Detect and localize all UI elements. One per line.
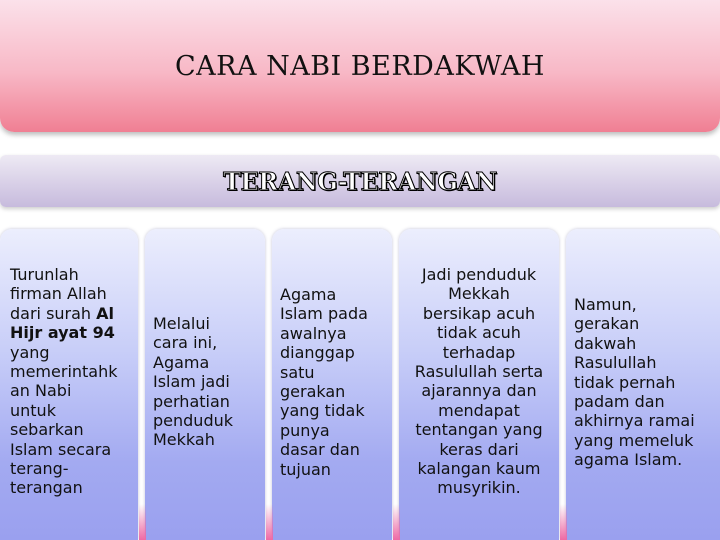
decorative-strip — [560, 504, 567, 540]
card-1-text-part2: yang memerintahk an Nabi untuk sebarkan Islam secara terang- terangan — [10, 342, 118, 498]
card-4-text: Jadi penduduk Mekkah bersikap acuh tidak acuh terhadap Rasulullah serta ajarannya dan mendapat tentangan yang keras dari kalangan kaum musyrikin. — [414, 265, 544, 498]
card-2 — [145, 229, 265, 540]
card-1-text-bold: Al Hijr ayat 94 — [10, 303, 115, 343]
card-5-text: Namun, gerakan dakwah Rasulullah tidak pernah padam dan akhirnya ramai yang memeluk agama Islam. — [574, 295, 695, 470]
decorative-strip — [266, 504, 273, 540]
decorative-strip — [393, 504, 400, 540]
card-5 — [566, 229, 720, 540]
title-banner — [0, 0, 720, 132]
decorative-strip — [139, 504, 146, 540]
card-3-text: Agama Islam pada awalnya dianggap satu gerakan yang tidak punya dasar dan tujuan — [280, 285, 368, 479]
card-1-text — [10, 265, 118, 498]
card-1 — [0, 229, 138, 540]
card-1-text-part1: Turunlah firman Allah dari surah — [10, 265, 107, 323]
card-3 — [272, 229, 392, 540]
card-2-text: Melalui cara ini, Agama Islam jadi perhatian penduduk Mekkah — [153, 314, 233, 450]
card-4 — [399, 229, 559, 540]
page-title: CARA NABI BERDAKWAH — [175, 50, 545, 82]
subtitle-banner — [0, 155, 720, 207]
section-heading: TERANG-TERANGAN — [223, 166, 497, 196]
